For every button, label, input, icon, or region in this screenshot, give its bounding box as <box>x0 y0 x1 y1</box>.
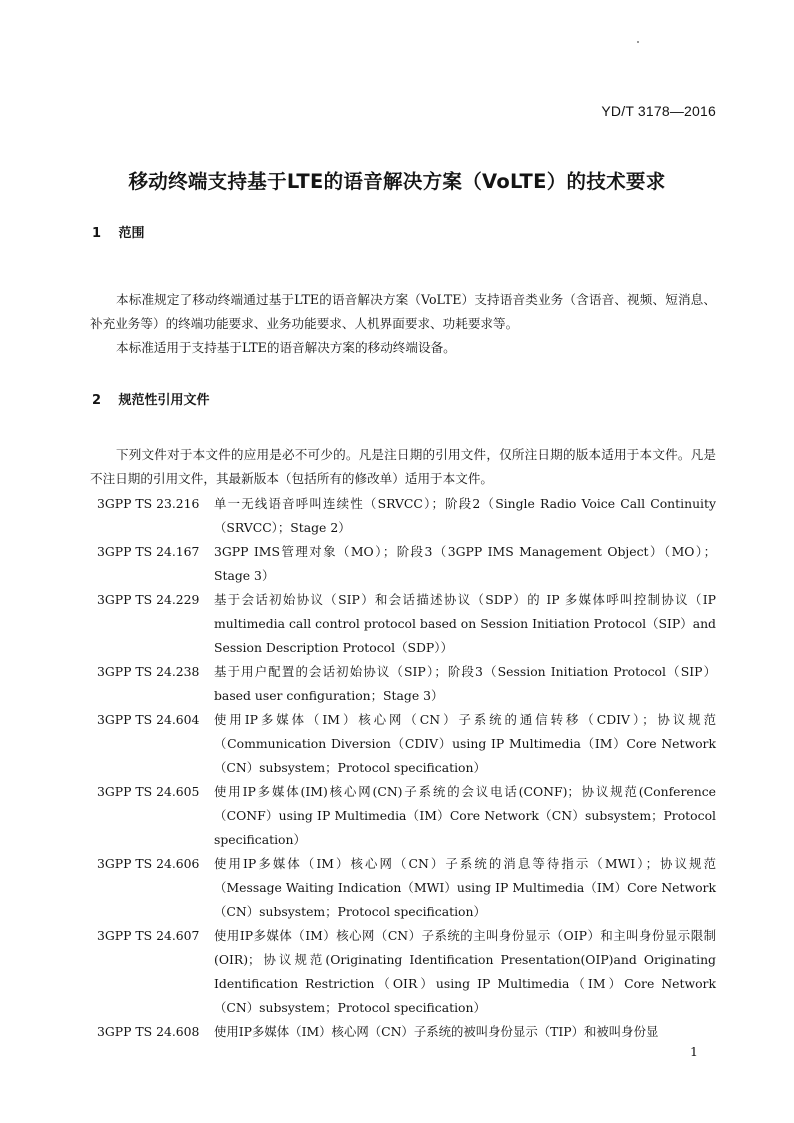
reference-code: 3GPP TS 23.216 <box>97 496 200 511</box>
reference-item <box>90 708 716 780</box>
reference-item <box>90 1020 716 1044</box>
references-intro-paragraph: 下列文件对于本文件的应用是必不可少的。凡是注日期的引用文件，仅所注日期的版本适用于本文件。凡是不注日期的引用文件，其最新版本（包括所有的修改单）适用于本文件。 <box>90 447 716 486</box>
reference-code: 3GPP TS 24.238 <box>97 664 200 679</box>
reference-list <box>90 492 716 1044</box>
reference-item <box>90 780 716 852</box>
reference-title: 使用IP多媒体（IM）核心网（CN）子系统的通信转移（CDIV）；协议规范（Communication Diversion（CDIV）using IP Multimedia（IM）Core Network（CN）subsystem；Protocol specification） <box>214 712 716 775</box>
reference-title: 基于用户配置的会话初始协议（SIP）；阶段3（Session Initiation Protocol（SIP）based user configuration；Stage 3） <box>214 664 716 703</box>
section-title: 规范性引用文件 <box>118 393 210 408</box>
reference-title: 使用IP多媒体(IM)核心网(CN)子系统的会议电话(CONF)；协议规范(Conference（CONF）using IP Multimedia（IM）Core Network（CN）subsystem；Protocol specification） <box>214 784 716 847</box>
section-title: 范围 <box>118 226 145 241</box>
reference-code: 3GPP TS 24.229 <box>97 592 200 607</box>
section-number: 1 <box>92 226 102 241</box>
document-title: 移动终端支持基于LTE的语音解决方案（VoLTE）的技术要求 <box>128 170 666 193</box>
scope-paragraph-2: 本标准适用于支持基于LTE的语音解决方案的移动终端设备。 <box>116 340 456 355</box>
reference-code: 3GPP TS 24.167 <box>97 544 200 559</box>
reference-title: 使用IP多媒体（IM）核心网（CN）子系统的被叫身份显示（TIP）和被叫身份显 <box>214 1024 659 1039</box>
reference-item <box>90 492 716 540</box>
reference-code: 3GPP TS 24.606 <box>97 856 200 871</box>
reference-title: 使用IP多媒体（IM）核心网（CN）子系统的主叫身份显示（OIP）和主叫身份显示限制(OIR)；协议规范(Originating Identification Presentation(OIP)and Originating Identification Restriction（OIR）using IP Multimedia（IM）Core Network（CN）subsystem；Protocol specification） <box>214 928 716 1015</box>
scope-paragraph-1: 本标准规定了移动终端通过基于LTE的语音解决方案（VoLTE）支持语音类业务（含语音、视频、短消息、补充业务等）的终端功能要求、业务功能要求、人机界面要求、功耗要求等。 <box>90 292 716 331</box>
reference-item <box>90 852 716 924</box>
section-number: 2 <box>92 393 102 408</box>
page-number: 1 <box>690 1044 698 1059</box>
reference-title: 基于会话初始协议（SIP）和会话描述协议（SDP）的 IP 多媒体呼叫控制协议（IP multimedia call control protocol based on Session Initiation Protocol（SIP）and Session Description Protocol（SDP）） <box>214 592 716 655</box>
reference-code: 3GPP TS 24.604 <box>97 712 200 727</box>
reference-item <box>90 588 716 660</box>
reference-code: 3GPP TS 24.608 <box>97 1024 200 1039</box>
section-heading-scope <box>92 222 145 241</box>
reference-title: 使用IP多媒体（IM）核心网（CN）子系统的消息等待指示（MWI）；协议规范（Message Waiting Indication（MWI）using IP Multimedia（IM）Core Network（CN）subsystem；Protocol specification） <box>214 856 716 919</box>
reference-item <box>90 660 716 708</box>
reference-title: 单一无线语音呼叫连续性（SRVCC）；阶段2（Single Radio Voice Call Continuity（SRVCC）；Stage 2） <box>214 496 716 535</box>
reference-code: 3GPP TS 24.607 <box>97 928 200 943</box>
reference-title: 3GPP IMS管理对象（MO）；阶段3（3GPP IMS Management Object）（MO）；Stage 3） <box>214 544 716 583</box>
reference-item <box>90 540 716 588</box>
reference-code: 3GPP TS 24.605 <box>97 784 200 799</box>
scan-speck <box>637 41 639 43</box>
section-heading-normative-references <box>92 389 210 408</box>
standard-code: YD/T 3178—2016 <box>601 103 716 119</box>
reference-item <box>90 924 716 1020</box>
